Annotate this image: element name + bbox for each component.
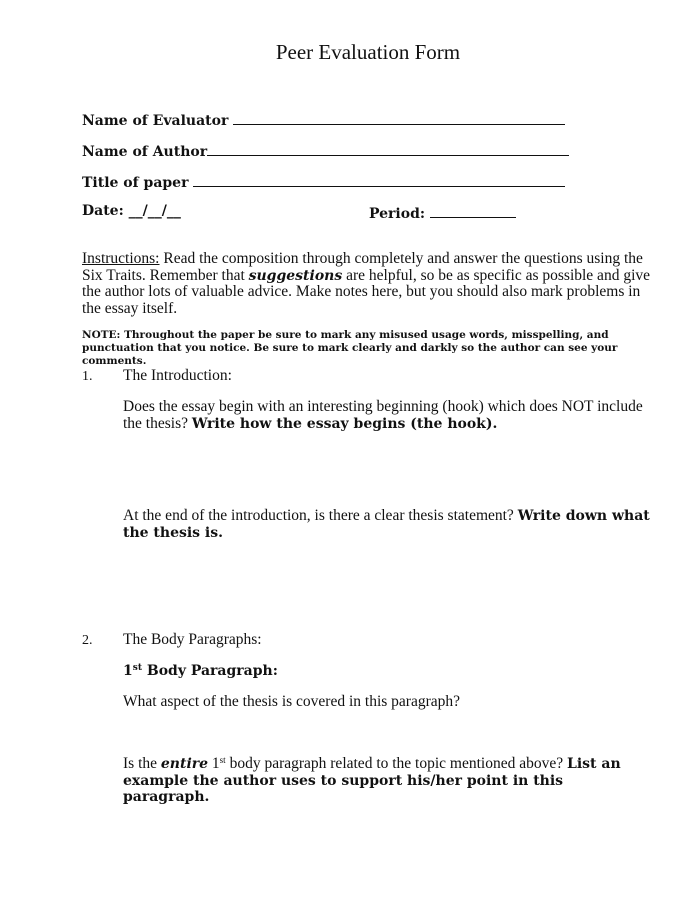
question-text: Does the essay begin with an interesting beginning (hook) which does NOT include the thesis? xyxy=(123,398,643,432)
author-blank[interactable] xyxy=(207,141,569,156)
author-field xyxy=(82,141,569,160)
question-emphasis: entire xyxy=(160,756,209,772)
question-prompt: List an example the author uses to support his/her point in this paragraph. xyxy=(123,756,621,805)
date-label: Date: xyxy=(82,203,124,219)
evaluator-field xyxy=(82,110,565,129)
period-label: Period: xyxy=(369,206,426,222)
subheading-sup: st xyxy=(132,663,142,673)
date-field xyxy=(82,203,181,219)
question-text-2: body paragraph related to the topic mentioned above? xyxy=(225,755,567,772)
subheading-number: 1 xyxy=(123,663,133,679)
instructions-label: Instructions: xyxy=(82,250,160,267)
date-blank[interactable]: __/__/__ xyxy=(128,203,181,219)
section-1-question-2 xyxy=(123,508,653,541)
section-2-question-2 xyxy=(123,756,653,806)
page-title: Peer Evaluation Form xyxy=(275,40,461,64)
instructions-text-2: are helpful, so be as specific as possible and give the author lots of valuable advice. Make notes here, but you should also mark problems in the essay itself. xyxy=(82,266,651,317)
question-text: At the end of the introduction, is there a clear thesis statement? xyxy=(123,507,518,524)
section-2-heading: The Body Paragraphs: xyxy=(123,631,262,648)
paper-title-label: Title of paper xyxy=(82,175,189,191)
section-2-question-1: What aspect of the thesis is covered in this paragraph? xyxy=(123,693,461,710)
instructions-emphasis: suggestions xyxy=(248,267,343,284)
section-1-number: 1. xyxy=(82,369,93,384)
section-1-heading: The Introduction: xyxy=(123,367,232,384)
author-label: Name of Author xyxy=(82,144,208,160)
evaluator-blank[interactable] xyxy=(233,110,565,125)
period-blank[interactable] xyxy=(430,203,516,218)
evaluator-label: Name of Evaluator xyxy=(82,113,229,129)
question-prompt: Write how the essay begins (the hook). xyxy=(191,415,498,432)
period-field xyxy=(369,203,516,222)
paper-title-field xyxy=(82,172,565,191)
instructions xyxy=(82,251,657,317)
section-2-number: 2. xyxy=(82,633,93,648)
instructions-text: Read the composition through completely and answer the questions using the Six Traits. Remember that xyxy=(82,250,643,284)
subheading-text: Body Paragraph: xyxy=(141,663,278,679)
section-1-question-1 xyxy=(123,399,653,432)
paper-title-blank[interactable] xyxy=(193,172,565,187)
question-prompt: Write down what the thesis is. xyxy=(123,508,650,541)
question-number: 1 xyxy=(208,755,220,772)
section-2-subheading xyxy=(123,663,653,680)
question-text: Is the xyxy=(123,755,161,772)
question-sup: st xyxy=(219,755,226,765)
note: NOTE: Throughout the paper be sure to mark any misused usage words, misspelling, and punctuation that you notice. Be sure to mark clearly and darkly so the author can see your comments. xyxy=(82,329,618,367)
